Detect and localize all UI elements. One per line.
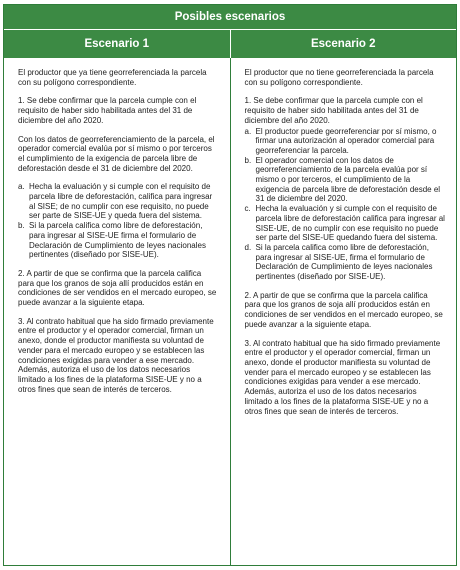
list-item-text: Hecha la evaluación y si cumple con el requisito de parcela libre de deforestación, califica para ingresar al SISE; de no cumplir con ese requisito, no puede ser parte de SISE-UE y queda fuera del sistema. <box>29 182 213 221</box>
scenario-2-column <box>230 58 457 566</box>
list-item <box>18 182 219 221</box>
scenario-2-substeps <box>245 127 446 282</box>
scenario-1-step-2: 2. A partir de que se confirma que la parcela califica para que los granos de soja allí producidos están en condiciones de ser vendidos en el mercado europeo, se puede avanzar a la siguiente etapa. <box>18 268 217 308</box>
table-title: Posibles escenarios <box>4 5 456 30</box>
scenario-1-intro: El productor que ya tiene georreferenciada la parcela con su polígono correspondiente. <box>18 68 207 87</box>
list-item-text: Hecha la evaluación y si cumple con el requisito de parcela libre de deforestación califica para ingresar al SISE-UE, de no cumplir con ese requisito no puede ser parte del SISE-UE quedando fuera del sistema. <box>255 204 445 243</box>
scenario-1-step-3: 3. Al contrato habitual que ha sido firmado previamente entre el productor y el operador comercial, firman un anexo, donde el productor manifiesta su voluntad de vender para el mercado europeo y se establecen las condiciones exigidas para vender a ese mercado. Además, autoriza el uso de los datos necesarios limitado a los fines de la plataforma SISE-UE y no a otros fines que sean de interés de terceros. <box>18 316 214 394</box>
list-marker: a. <box>18 182 25 192</box>
scenario-1-step-1: 1. Se debe confirmar que la parcela cumple con el requisito de haber sido habilitada antes del 31 de diciembre del año 2020. <box>18 96 197 125</box>
list-item-text: El productor puede georreferenciar por sí mismo, o firmar una autorización al operador comercial para georreferenciar la parcela. <box>255 126 437 155</box>
list-item <box>18 221 219 260</box>
list-marker: c. <box>244 204 251 214</box>
list-marker: d. <box>244 242 252 252</box>
scenario-2-heading: Escenario 2 <box>230 30 457 58</box>
list-item-text: Si la parcela califica como libre de deforestación, para ingresar al SISE-UE firma el formulario de Declaración de Cumplimiento de leyes nacionales pertinentes (diseñado por SISE-UE). <box>29 221 206 260</box>
scenarios-table <box>3 4 457 566</box>
scenario-1-data-paragraph: Con los datos de georreferenciamiento de la parcela, el operador comercial evalúa por sí mismo o por terceros el cumplimiento de la exigencia de parcela libre de deforestación desde el 31 de diciembre del 2020. <box>18 134 215 173</box>
list-marker: a. <box>244 126 252 136</box>
list-marker: b. <box>18 221 25 231</box>
list-item-text: El operador comercial con los datos de georreferenciamiento de la parcela evalúa por sí mismo o por terceros, el cumplimiento de la exigencia de parcela libre de deforestación desde el 31 de diciembre del 2020. <box>255 155 441 204</box>
header-row <box>4 30 456 58</box>
list-item <box>245 204 446 243</box>
scenario-2-step-3: 3. Al contrato habitual que ha sido firmado previamente entre el productor y el operador comercial, firman un anexo, donde el productor manifiesta su voluntad de vender para el mercado europeo y se establecen las condiciones exigidas para vender a ese mercado. Además, autoriza el uso de los datos necesarios limitado a los fines de la plataforma SISE-UE y no a otros fines que sean de interés de terceros. <box>244 338 441 416</box>
list-marker: b. <box>244 155 252 165</box>
scenario-1-heading: Escenario 1 <box>84 38 150 50</box>
scenario-1-column <box>4 58 230 566</box>
list-item <box>245 127 446 156</box>
list-item <box>245 243 446 282</box>
list-item-text: Si la parcela califica como libre de deforestación, para ingresar al SISE-UE, firma el formulario de Declaración de Cumplimiento de leyes nacionales pertinentes (diseñado por SISE-UE). <box>255 242 433 282</box>
scenario-2-intro: El productor que no tiene georreferenciada la parcela con su polígono correspondiente. <box>244 68 434 87</box>
scenario-2-step-1: 1. Se debe confirmar que la parcela cumple con el requisito de haber sido habilitada antes del 31 de diciembre del año 2020. <box>244 96 423 125</box>
scenario-2-step-2: 2. A partir de que se confirma que la parcela califica para que los granos de soja allí producidos están en condiciones de ser vendidos en el mercado europeo, se puede avanzar a la siguiente etapa. <box>244 290 443 329</box>
body-row <box>4 58 456 566</box>
list-item <box>245 156 446 205</box>
scenario-1-substeps <box>18 182 219 260</box>
